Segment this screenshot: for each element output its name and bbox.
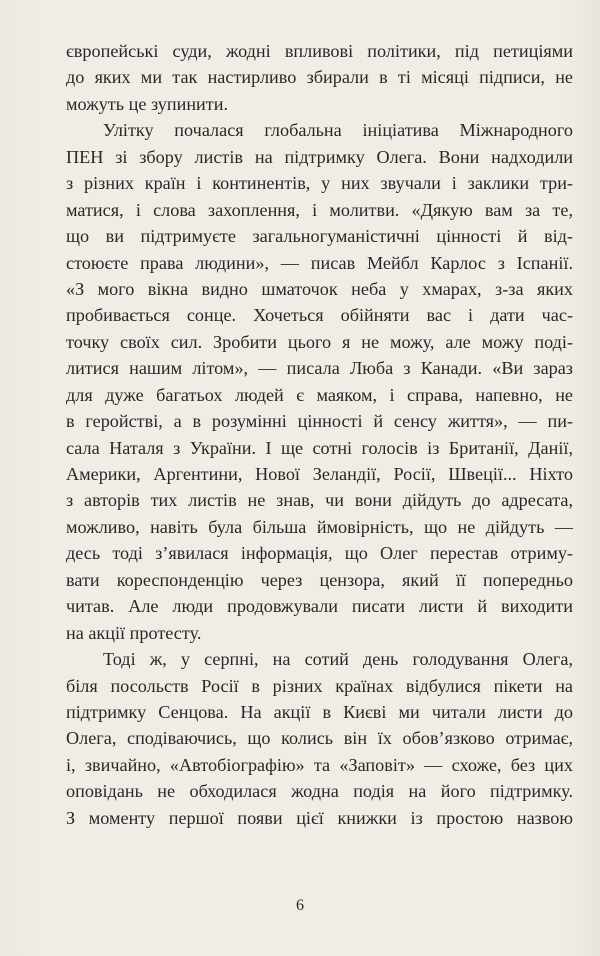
body-text — [66, 38, 573, 831]
text-line: «З мого вікна видно шматочок неба у хмарах, з-за яких — [66, 278, 573, 299]
text-line: оповідань не обходилася жодна подія на його підтримку. — [66, 781, 573, 802]
text-line: можуть це зупинити. — [66, 93, 229, 114]
text-line: біля посольств Росії в різних країнах відбулися пікети на — [66, 675, 573, 696]
text-line: матися, і слова захоплення, і молитви. «Дякую вам за те, — [66, 199, 573, 220]
page-number: 6 — [296, 897, 304, 914]
text-line: до яких ми так настирливо збирали в ті місяці підписи, не — [66, 67, 573, 88]
text-line: Америки, Аргентини, Нової Зеландії, Росії, Швеції... Ніхто — [66, 464, 573, 484]
text-line: Олега, сподіваючись, що колись він їх обов’язково отримає, — [66, 728, 573, 749]
text-line: і, звичайно, «Автобіографію» та «Заповіт» — схоже, без цих — [66, 754, 573, 775]
text-line: стоюєте права людини», — писав Мейбл Карлос з Іспанії. — [66, 252, 573, 273]
text-line: можливо, навіть була більша ймовірність, що не дійдуть — — [66, 516, 573, 537]
text-line: з різних країн і континентів, у них звучали і заклики три- — [66, 173, 573, 194]
text-line: що ви підтримуєте загальногуманістичні цінності й від- — [66, 226, 573, 247]
text-line: десь тоді з’явилася інформація, що Олег перестав отриму- — [66, 543, 573, 564]
text-line: Тоді ж, у серпні, на сотий день голодування Олега, — [103, 649, 573, 670]
text-line: читав. Але люди продовжували писати листи й виходити — [66, 596, 573, 617]
text-line: ПЕН зі збору листів на підтримку Олега. Вони надходили — [66, 146, 573, 167]
text-line: Улітку почалася глобальна ініціатива Міжнародного — [103, 120, 573, 141]
text-line: пробивається сонце. Хочеться обійняти вас і дати час- — [66, 305, 573, 326]
text-line: вати кореспонденцію через цензора, який її попередньо — [66, 569, 573, 590]
text-line: З моменту першої появи цієї книжки із простою назвою — [66, 807, 573, 828]
text-line: для дуже багатьох людей є маяком, і справа, напевно, не — [66, 384, 573, 405]
text-line: європейські суди, жодні впливові політики, під петиціями — [66, 41, 573, 61]
text-line: на акції протесту. — [66, 622, 202, 643]
text-line: сала Наталя з України. І ще сотні голосів із Британії, Данії, — [66, 437, 573, 458]
text-line: литися нашим літом», — писала Люба з Канади. «Ви зараз — [66, 358, 573, 379]
text-line: в геройстві, а в розумінні цінності й сенсу життя», — пи- — [66, 411, 573, 432]
text-line: з авторів тих листів не знав, чи вони дійдуть до адресата, — [66, 490, 573, 511]
text-line: підтримку Сенцова. На акції в Києві ми читали листи до — [66, 701, 573, 722]
text-line: точку своїх сил. Зробити цього я не можу, але можу поді- — [66, 331, 573, 352]
